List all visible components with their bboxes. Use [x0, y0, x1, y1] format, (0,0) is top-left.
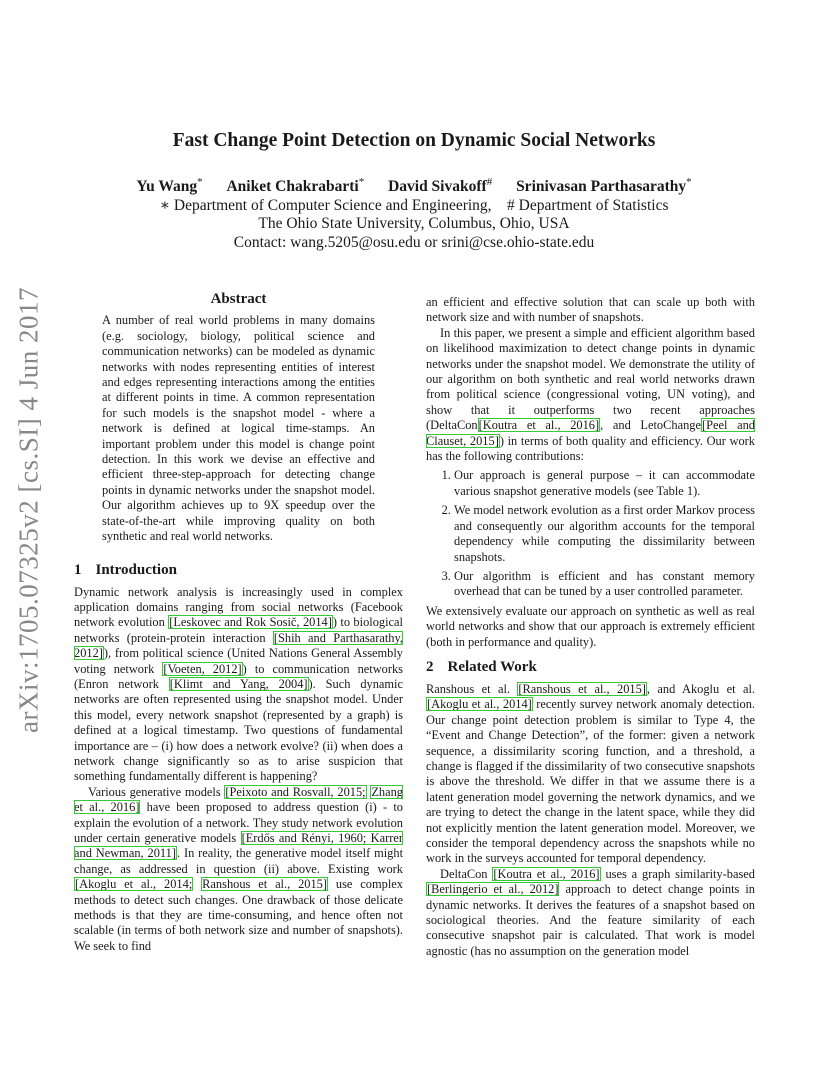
related-paragraph-1: Ranshous et al. [Ranshous et al., 2015], and Akoglu et al. [Akoglu et al., 2014] recently survey network anomaly detection. Our change point detection problem is similar to Type 4, the “Event and Change Detection”, of the former: given a network sequence, a dissimilarity scoring function, and a threshold, a change is flagged if the dissimilarity of two consecutive snapshots is above the threshold. We differ in that we assume there is a latent generation model governing the network dynamics, and we are trying to detect the change in the latent space, while they did not explicitly mention the latent generation model. Moreover, we consider the temporal dependency across the snapshots while no work in the surveys accounted for temporal dependency.: [426, 681, 756, 866]
citation-link[interactable]: [Koutra et al., 2016]: [493, 866, 600, 881]
contributions-list: [426, 468, 755, 599]
intro-paragraph-2: Various generative models [Peixoto and Rosvall, 2015; Zhang et al., 2016] have been proposed to address question (i) - to explain the evolution of a network. They study network evolution under certain generative models [Erdős and Rényi, 1960; Karrer and Newman, 2011]. In reality, the generative model itself might change, as addressed in question (ii) above. Existing work [Akoglu et al., 2014; Ranshous et al., 2015] use complex methods to detect such changes. One drawback of those delicate methods is that they are time-consuming, and hence often not scalable (in terms of both network size and number of snapshots). We seek to find: [74, 784, 404, 953]
right-paragraph-1: In this paper, we present a simple and efficient algorithm based on likelihood maximization to detect change points in dynamic networks under the snapshot model. We demonstrate the utility of our algorithm on both synthetic and real world networks drawn from political science (congressional voting, UN voting), and show that it outperforms two recent approaches (DeltaCon[Koutra et al., 2016], and LetoChange[Peel and Clauset, 2015]) in terms of both quality and efficiency. Our work has the following contributions:: [426, 325, 755, 464]
author: David Sivakoff#: [388, 176, 493, 196]
citation-link[interactable]: [Peixoto and Rosvall, 2015;: [225, 784, 366, 799]
citation-link[interactable]: [Akoglu et al., 2014;: [75, 877, 193, 892]
citation-link[interactable]: [Klimt and Yang, 2004]: [169, 676, 308, 691]
citation-link[interactable]: [Erdős and Rényi, 1960; Karrer and Newman, 2011]: [74, 831, 404, 861]
citation-link[interactable]: [Voeten, 2012]: [163, 661, 242, 676]
citation-link[interactable]: [Koutra et al., 2016]: [478, 418, 600, 433]
citation-link[interactable]: [Shih and Parthasarathy, 2012]: [74, 630, 403, 661]
right-column: [426, 295, 755, 959]
left-column: [74, 292, 403, 954]
citation-link[interactable]: [Berlingerio et al., 2012]: [427, 882, 559, 897]
arxiv-id: arXiv:1705.07325v2 [cs.SI] 4 Jun 2017: [13, 287, 44, 733]
arxiv-sidebar: [13, 287, 44, 733]
citation-link[interactable]: Ranshous et al., 2015]: [202, 877, 327, 892]
author: Yu Wang*: [136, 176, 203, 196]
related-paragraph-2: DeltaCon [Koutra et al., 2016] uses a graph similarity-based [Berlingerio et al., 2012] approach to detect change points in dynamic networks. It derives the features of a snapshot based on sociological theories. And the feature similarity of each consecutive snapshot pair is calculated. That work is model agnostic (has no assumption on the generation model: [426, 866, 755, 958]
paper-title: Fast Change Point Detection on Dynamic Social Networks: [172, 130, 656, 151]
abstract-heading: Abstract: [210, 291, 267, 307]
contact-line: Contact: wang.5205@osu.edu or srini@cse.ohio-state.edu: [233, 234, 595, 251]
list-item: 1. Our approach is general purpose – it can accommodate various snapshot generative models (see Table 1).: [454, 468, 755, 499]
author: Aniket Chakrabarti*: [226, 176, 365, 196]
citation-link[interactable]: [Peel and Clauset, 2015]: [426, 418, 755, 448]
citation-link[interactable]: [Akoglu et al., 2014]: [427, 697, 532, 712]
right-paragraph-2: We extensively evaluate our approach on synthetic as well as real world networks and show that our approach is extremely efficient (both in performance and quality).: [426, 603, 755, 649]
list-item: 3. Our algorithm is efficient and has constant memory overhead that can be tuned by a user controlled parameter.: [454, 569, 755, 600]
citation-link[interactable]: Zhang et al., 2016]: [74, 784, 403, 815]
intro-paragraph-1: Dynamic network analysis is increasingly used in complex application domains ranging from social networks (Facebook network evolution [Leskovec and Rok Sosič, 2014]) to biological networks (protein-protein interaction [Shih and Parthasarathy, 2012]), from political science (United Nations General Assembly voting network [Voeten, 2012]) to communication networks (Enron network [Klimt and Yang, 2004]). Such dynamic networks are often represented using the snapshot model. Under this model, every network snapshot (represented by a graph) is defined at a logical timestamp. Two questions of fundamental importance are – (i) how does a network evolve? (ii) when does a network change significantly so as to arise suspicion that something fundamentally different is happening?: [74, 584, 404, 784]
related-work-heading: 2 Related Work: [426, 658, 537, 675]
author-list: [0, 176, 828, 196]
list-item: 2. We model network evolution as a first order Markov process and consequently our algorithm accounts for the temporal dependency while computing the dissimilarity between snapshots.: [454, 503, 755, 565]
author: Srinivasan Parthasarathy*: [516, 176, 692, 196]
affiliation-departments: ∗ Department of Computer Science and Engineering, # Department of Statistics: [159, 197, 669, 214]
abstract-body: A number of real world problems in many domains (e.g. sociology, biology, political science and communication networks) can be modeled as dynamic networks with nodes representing entities of interest and edges representing interactions among the entities at different points in time. A common representation for such models is the snapshot model - where a network is defined at logical time-stamps. An important problem under this model is change point detection. In this work we devise an effective and efficient three-step-approach for detecting change points in dynamic networks under the snapshot model. Our algorithm achieves up to 9X speedup over the state-of-the-art while improving quality on both synthetic and real world networks.: [102, 313, 375, 544]
affiliation-university: The Ohio State University, Columbus, Ohio, USA: [258, 215, 570, 232]
citation-link[interactable]: [Leskovec and Rok Sosič, 2014]: [169, 615, 332, 630]
right-paragraph-0: an efficient and effective solution that can scale up both with network size and with number of snapshots.: [426, 295, 755, 325]
citation-link[interactable]: [Ranshous et al., 2015]: [518, 681, 646, 696]
intro-heading: 1 Introduction: [74, 561, 177, 578]
